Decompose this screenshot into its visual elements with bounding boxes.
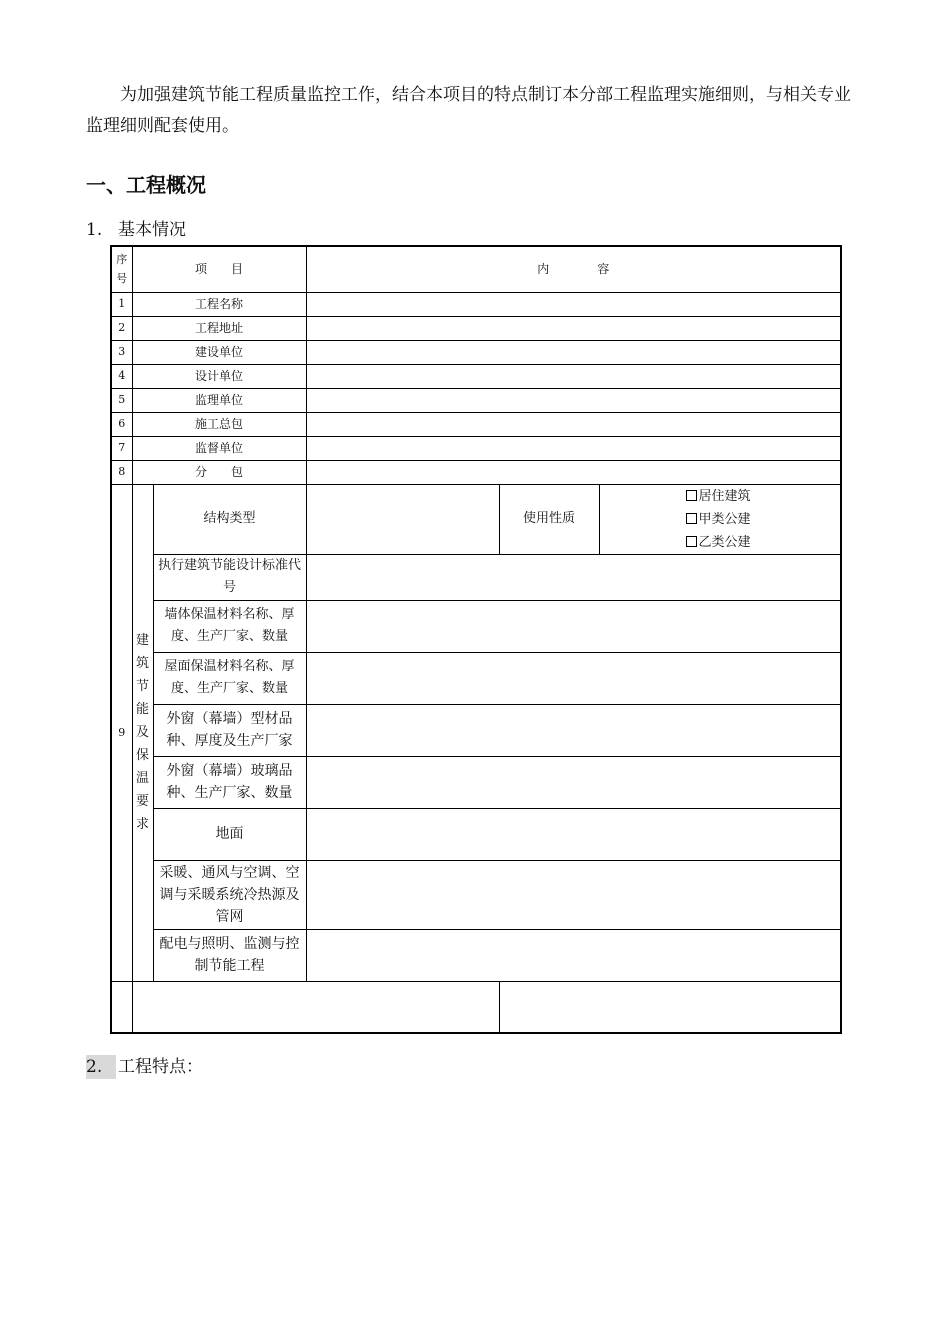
blank-content-cell[interactable] xyxy=(132,981,499,1033)
row-content-cell[interactable] xyxy=(306,412,841,436)
structure-type-label: 结构类型 xyxy=(153,484,306,554)
table-row xyxy=(111,292,841,316)
row-seq: 3 xyxy=(111,340,132,364)
row-content-cell[interactable] xyxy=(306,436,841,460)
row-content-cell[interactable] xyxy=(306,860,841,929)
row-content-cell[interactable] xyxy=(306,364,841,388)
row-content-cell[interactable] xyxy=(306,808,841,860)
header-seq: 序号 xyxy=(111,246,132,292)
blank-item-cell[interactable] xyxy=(111,981,132,1033)
group-item: 墙体保温材料名称、厚度、生产厂家、数量 xyxy=(153,600,306,652)
row-item: 工程名称 xyxy=(132,292,306,316)
row-content-cell[interactable] xyxy=(306,292,841,316)
table-row xyxy=(111,316,841,340)
table-row xyxy=(111,652,841,704)
usage-options xyxy=(599,484,841,554)
header-item: 项 目 xyxy=(132,246,306,292)
row-seq: 4 xyxy=(111,364,132,388)
checkbox-icon[interactable] xyxy=(686,513,697,524)
row-item: 设计单位 xyxy=(132,364,306,388)
group-label xyxy=(132,484,153,981)
table-row xyxy=(111,756,841,808)
row-content-cell[interactable] xyxy=(306,554,841,600)
table-row xyxy=(111,412,841,436)
table-row xyxy=(111,860,841,929)
group-item: 地面 xyxy=(153,808,306,860)
table-row-blank xyxy=(111,981,841,1033)
row-seq: 1 xyxy=(111,292,132,316)
header-content: 内 容 xyxy=(306,246,841,292)
row-content-cell[interactable] xyxy=(306,340,841,364)
row-item: 建设单位 xyxy=(132,340,306,364)
row-content-cell[interactable] xyxy=(306,704,841,756)
row-content-cell[interactable] xyxy=(306,316,841,340)
row-seq: 8 xyxy=(111,460,132,484)
group-item: 外窗（幕墙）玻璃品种、生产厂家、数量 xyxy=(153,756,306,808)
checkbox-icon[interactable] xyxy=(686,490,697,501)
subsection-number: 1. xyxy=(86,220,103,240)
group-seq: 9 xyxy=(111,484,132,981)
usage-label: 使用性质 xyxy=(499,484,599,554)
row-content-cell[interactable] xyxy=(306,460,841,484)
basic-info-table xyxy=(110,245,842,1034)
row-item: 工程地址 xyxy=(132,316,306,340)
checkbox-icon[interactable] xyxy=(686,536,697,547)
group-label-text: 建筑节能及保温要求 xyxy=(135,633,149,832)
subsection-features xyxy=(86,1055,203,1079)
usage-option-class-b[interactable] xyxy=(686,531,838,554)
group-item: 执行建筑节能设计标准代号 xyxy=(153,554,306,600)
table-row xyxy=(111,554,841,600)
group-item: 采暖、通风与空调、空调与采暖系统冷热源及管网 xyxy=(153,860,306,929)
row-item: 监督单位 xyxy=(132,436,306,460)
row-content-cell[interactable] xyxy=(306,756,841,808)
table-row xyxy=(111,929,841,981)
row-content-cell[interactable] xyxy=(306,929,841,981)
option-label: 居住建筑 xyxy=(698,488,751,504)
table-row xyxy=(111,460,841,484)
subsection-number: 2. xyxy=(86,1055,116,1079)
table-row xyxy=(111,364,841,388)
row-content-cell[interactable] xyxy=(306,652,841,704)
subsection-title: 基本情况 xyxy=(118,220,186,240)
row-content-cell[interactable] xyxy=(306,388,841,412)
intro-paragraph xyxy=(86,80,866,142)
subsection-title: 工程特点： xyxy=(118,1057,203,1077)
row-item: 监理单位 xyxy=(132,388,306,412)
row-seq: 5 xyxy=(111,388,132,412)
table-row xyxy=(111,704,841,756)
row-seq: 7 xyxy=(111,436,132,460)
group-item: 外窗（幕墙）型材品种、厚度及生产厂家 xyxy=(153,704,306,756)
structure-type-value[interactable] xyxy=(306,484,499,554)
table-row-structure xyxy=(111,484,841,554)
table-row xyxy=(111,388,841,412)
table-header-row xyxy=(111,246,841,292)
group-item: 配电与照明、监测与控制节能工程 xyxy=(153,929,306,981)
option-label: 乙类公建 xyxy=(698,534,751,550)
table-row xyxy=(111,808,841,860)
table-row xyxy=(111,436,841,460)
row-item: 分 包 xyxy=(132,460,306,484)
table-row xyxy=(111,340,841,364)
subsection-basic-info xyxy=(86,218,186,242)
group-item: 屋面保温材料名称、厚度、生产厂家、数量 xyxy=(153,652,306,704)
table-row xyxy=(111,600,841,652)
row-content-cell[interactable] xyxy=(306,600,841,652)
row-item: 施工总包 xyxy=(132,412,306,436)
intro-text: 为加强建筑节能工程质量监控工作，结合本项目的特点制订本分部工程监理实施细则，与相关专业监理细则配套使用。 xyxy=(86,85,851,136)
usage-option-residential[interactable] xyxy=(686,485,838,508)
option-label: 甲类公建 xyxy=(698,511,751,527)
row-seq: 2 xyxy=(111,316,132,340)
section-title: 一、工程概况 xyxy=(86,173,206,197)
row-seq: 6 xyxy=(111,412,132,436)
usage-option-class-a[interactable] xyxy=(686,508,838,531)
